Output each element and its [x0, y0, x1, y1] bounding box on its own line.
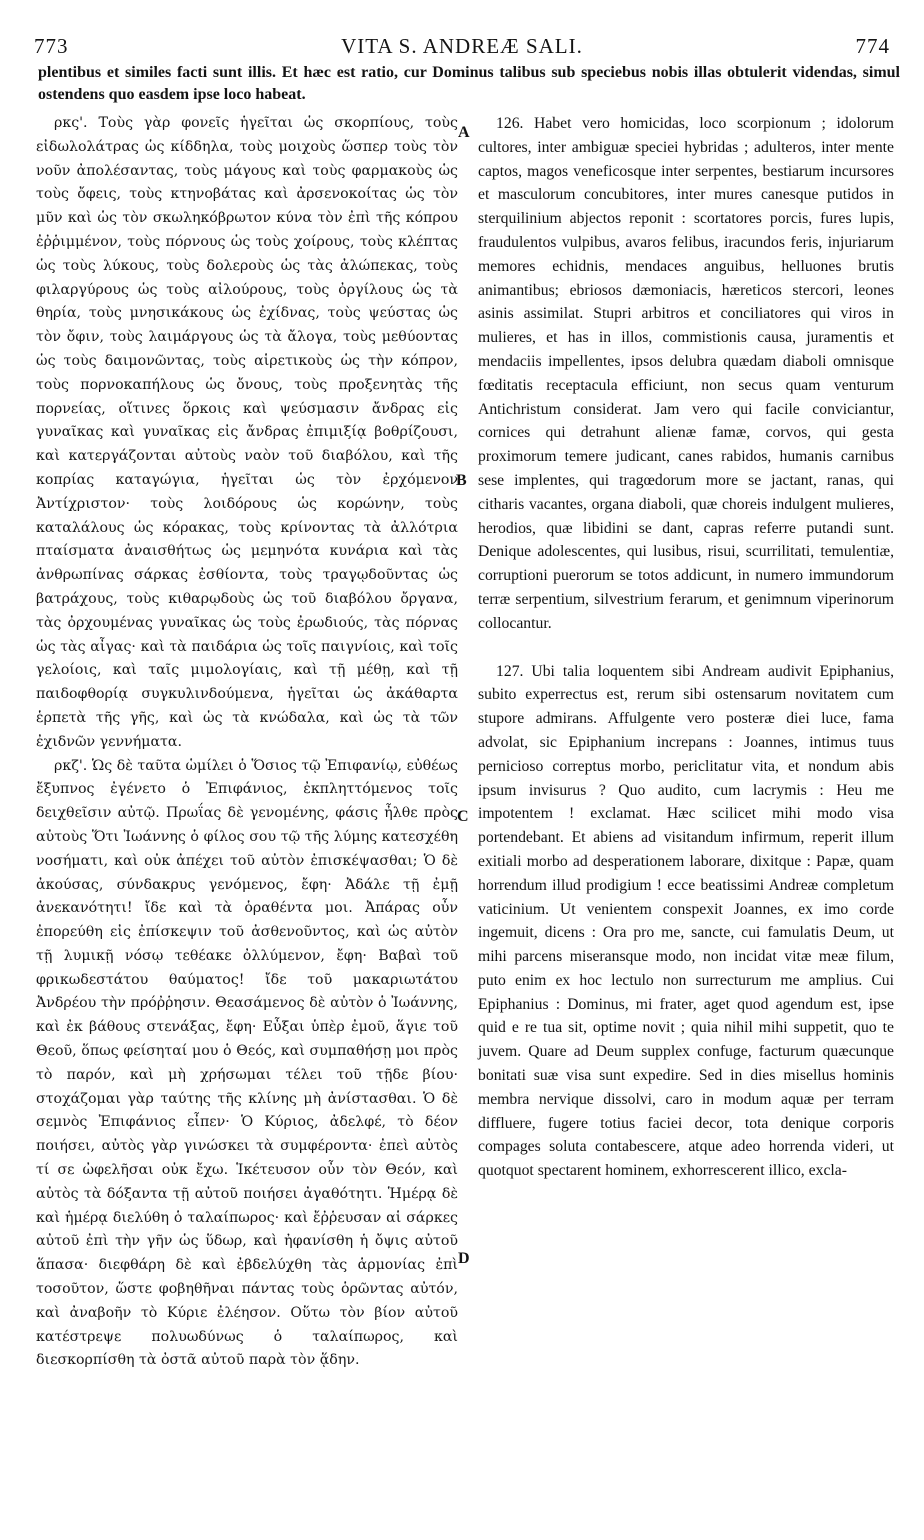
page-header: [30, 34, 894, 62]
margin-letter-c: C: [457, 808, 469, 825]
greek-paragraph-127-text: ρκζ'. Ὡς δὲ ταῦτα ὡμίλει ὁ Ὅσιος τῷ Ἐπιφανίῳ, εὐθέως ἔξυπνος ἐγένετο ὁ Ἐπιφάνιος, ἐκπληττόμενος τοῖς δειχθεῖσιν αὐτῷ. Πρωΐας δὲ γενομένης, φάσις ἦλθε πρὸς αὐτοὺς Ὅτι Ἰωάννης ὁ φίλος σου τῷ τῆς λύμης κατεσχέθη νοσήματι, καὶ οὐκ ἀπέχει τοῦ αὐτὸν ἐπισκέψασθαι; Ὁ δὲ ἀκούσας, σύνδακρυς γενόμενος, ἔφη· Ἀδάλε τῇ ἐμῇ ἀνεκανότητι! ἴδε καὶ τὰ ὁραθέντα μοι. Ἀπάρας οὖν ἐπορεύθη εἰς ἐπίσκεψιν τοῦ ἀσθενοῦντος, καὶ ὡς αὐτὸν τῇ λυμικῇ νόσῳ τεθέακε ὀλλύμενον, ἔφη· Βαβαὶ τοῦ φρικωδεστάτου θαύματος! ἴδε τοῦ μακαριωτάτου Ἀνδρέου τὴν πρόῤῥησιν. Θεασάμενος δὲ αὐτὸν ὁ Ἰωάννης, καὶ ἐκ βάθους στενάξας, ἔφη· Εὖξαι ὑπὲρ ἐμοῦ, ἅγιε τοῦ Θεοῦ, ὅπως φείσηταί μου ὁ Θεός, καὶ συμπαθήσῃ μοι πρὸς τὸ παρόν, καὶ μὴ χρήσωμαι τέλει τοῦ τῇδε βίου· στοχάζομαι γὰρ ταύτης τῆς κλίνης μὴ ἀνίστασθαι. Ὁ δὲ σεμνὸς Ἐπιφάνιος εἶπεν· Ὁ Κύριος, ἀδελφέ, τὸ δέον ποιήσει, αὐτὸς γὰρ γινώσκει τὰ συμφέροντα· ἐπεὶ αὐτὸς τί σε ὠφελῆσαι οὐκ ἔχω. Ἱκέτευσον οὖν τὸν Θεόν, καὶ αὐτὸς τὰ δόξαντα τῇ αὐτοῦ ποιήσει ἀγαθότητι. Ἡμέρᾳ δὲ καὶ ἡμέρᾳ διελύθη ὁ ταλαίπωρος· καὶ ἔῤῥευσαν αἱ σάρκες αὐτοῦ ἐπὶ τὴν γῆν ὡς ὕδωρ, καὶ ἠφανίσθη ἡ ὄψις αὐτοῦ ἅπασα· διεφθάρη δὲ καὶ ἐβδελύχθη τὰς ἁρμονίας ἐπὶ τοσοῦτον, ὥστε φοβηθῆναι πάντας τοὺς ὁρῶντας αὐτόν, καὶ ἀναβοῆν τὸ Κύριε ἐλέησον. Οὕτω τὸν βίον αὐτοῦ κατέστρεψε πολυωδύνως ὁ ταλαίπωρος, καὶ διεσκορπίσθη τὰ ὀστᾶ αὐτοῦ παρὰ τὸν ᾅδην.: [36, 757, 458, 1369]
running-title: VITA S. ANDREÆ SALI.: [341, 34, 583, 58]
margin-letter-a: A: [458, 124, 470, 141]
greek-paragraph-127: [36, 755, 458, 1374]
latin-paragraph-127-text: 127. Ubi talia loquentem sibi Andream audivit Epiphanius, subito experrectus est, rerum sibi ostensarum novitatem cum stupore admirans. Affulgente vero posteræ diei luce, fama advolat, sic Epiphanium increpans : Joannes, intimus tuus pernicioso correptus morbo, periclitatur vita, et nondum abis ipsum invisurus ? Quo audito, cum lacrymis : Heu me impotentem ! exclamat. Hæc scilicet mihi modo visa portendebant. Et abiens ad visitandum infirmum, reperit illum exitiali morbo ad desperationem laborare, dixitque : Papæ, quam horrendum illud prodigium ! ecce beatissimi Andreæ completum vaticinium. Ut venientem conspexit Joannes, ex imo corde ingemuit, dicens : Ora pro me, sancte, cui famulatis Deum, ut mihi parcens miseransque modo, non incidat vitæ meæ filum, puto enim ex hoc lectulo non surrecturum me amplius. Cui Epiphanius : Dominus, mi frater, aget quod agendum est, ipse quid e re tua sit, optime novit ; quia nihil mihi suppetit, quo te juvem. Quare ad Deum supplex confuge, facturum quæcunque bonitati suæ visa sunt expedire. Sed in dies misellus hominis membra nervique dissolvi, caro in modum aquæ per terram diffluere, fugere totius faciei decor, tota denique corporis compages soluta contabescere, atque adeo horrenda videri, ut quotquot spectarent hominem, exhorrescerent illico, excla-: [478, 662, 894, 1180]
intro-latin-text: plentibus et similes facti sunt illis. Et hæc est ratio, cur Dominus talibus sub speciebus nobis illas obtulerit videndas, simul ostendens quo easdem ipse loco habeat.: [38, 64, 900, 103]
page-number-left: 773: [34, 34, 69, 58]
margin-letter-d: D: [458, 1250, 470, 1267]
page-number-right: 774: [855, 34, 890, 58]
latin-column: [478, 112, 894, 1183]
margin-letter-b: B: [456, 472, 467, 489]
greek-paragraph-126-text: ρκς'. Τοὺς γὰρ φονεῖς ἡγεῖται ὡς σκορπίους, τοὺς εἰδωλολάτρας ὡς κίδδηλα, τοὺς μοιχοὺς ὥσπερ τοὺς τὸν νοῦν ἀπολέσαντας, τοὺς μάγους καὶ τοὺς φαρμακοὺς ὡς τοὺς ὄφεις, τοὺς κτηνοβάτας καὶ ἀρσενοκοίτας ὡς τὸν μῦν καὶ ὡς τὸν σκωληκόβρωτον κύνα τὸν ἐπὶ τῆς κόπρου ἐῤῥιμμένον, τοὺς πόρνους ὡς τοὺς χοίρους, τοὺς κλέπτας ὡς τοὺς λύκους, τοὺς δολεροὺς ὡς τὰς ἀλώπεκας, τοὺς φιλαργύρους ὡς τοὺς αἰλούρους, τοὺς ὀργίλους ὡς τὰ θηρία, τοὺς μνησικάκους ὡς ἐχίδνας, τοὺς ψεύστας ὡς τὸν ὄφιν, τοὺς λαιμάργους ὡς τὰ ἄλογα, τοὺς μεθύοντας ὡς τοὺς δαιμονῶντας, τοὺς αἱρετικοὺς ὡς τὴν κόπρον, τοὺς πορνοκαπήλους ὡς ὄνους, τοὺς προξενητὰς τῆς πορνείας, οἵτινες ὅρκοις καὶ ψεύσμασιν ἄνδρας εἰς γυναῖκας καὶ γυναῖκας εἰς ἄνδρας ἐπιμιξίᾳ βοθρίζουσι, καὶ κατεργάζονται αὐτοὺς ναὸν τοῦ διαβόλου, καὶ τῆς κοπρίας καταγώγια, ἡγεῖται ὡς τὸν ἐρχόμενον Ἀντίχριστον· τοὺς λοιδόρους ὡς κορώνην, τοὺς καταλάλους ὡς κόρακας, τοὺς κρίνοντας τὰ ἀλλότρια πταίσματα ἀναισθήτως ὡς μεμηνότα κυνάρια καὶ τὰς ἀνθρωπίνας σάρκας ἐσθίοντα, τοὺς τραγῳδοῦντας ὡς βατράχους, τοὺς κιθαρῳδοὺς ὡς τοῦ διαβόλου ὄργανα, τὰς ὀρχουμένας γυναῖκας ὡς τοὺς ἐρωδιούς, τὰς πόρνας ὡς τὰς αἶγας· καὶ τὰ παιδάρια ὡς τοῖς παιγνίοις, καὶ τοῖς γελοίοις, καὶ ταῖς μιμολογίαις, καὶ τῇ μέθῃ, καὶ τῇ παιδοφθορίᾳ συγκυλινδούμενα, ἡγεῖται ὡς ἀκάθαρτα ἑρπετὰ τῆς γῆς, καὶ ὡς τὰ κνώδαλα, καὶ ὡς τὰ τῶν ἐχιδνῶν γεννήματα.: [36, 115, 458, 750]
latin-paragraph-127: [478, 660, 894, 1184]
latin-paragraph-126-text: 126. Habet vero homicidas, loco scorpionum ; idolorum cultores, inter ambiguæ speciei hybridas ; adulteros, inter mente captos, magos veneficosque inter serpentes, bestiarum incursores et masculorum concubitores, inter mures canesque putidos in sterquilinium abjectos reponit : scortatores porcis, fures lupis, fraudulentos vulpibus, avaros felibus, iracundos feris, injuriarum memores echidnis, mendaces anguibus, helluones brutis animantibus; ebriosos dæmoniacis, hæreticos stercori, leones asinis assimilat. Stupri arbitros et conciliatores qui viros in mulieres, et has in illos, commistionis causa, juramentis et mendaciis impellentes, ipsos delubra quædam diaboli omnisque fœditatis receptacula efficiunt, non secus quam venturum Antichristum considerat. Jam vero qui facile conviciantur, cornices qui detrahunt alienæ famæ, corvos, qui gesta proximorum temere judicant, canes rabidos, humanis carnibus sese implentes, qui tragœdorum more se jactant, ranas, qui citharis vacantes, organa diaboli, quæ choreis indulgent mulieres, herodios, quæ libidini se dant, capras referre putandi sunt. Denique adolescentes, qui lusibus, risui, scurrilitati, temulentiæ, corruptioni puerorum se totos addicunt, in numero immundorum terræ serpentium, silvestrium ferarum, et genimnum viperinorum collocantur.: [478, 115, 894, 632]
greek-column: [36, 112, 458, 1373]
latin-paragraph-126: [478, 112, 894, 636]
greek-paragraph-126: [36, 112, 458, 755]
